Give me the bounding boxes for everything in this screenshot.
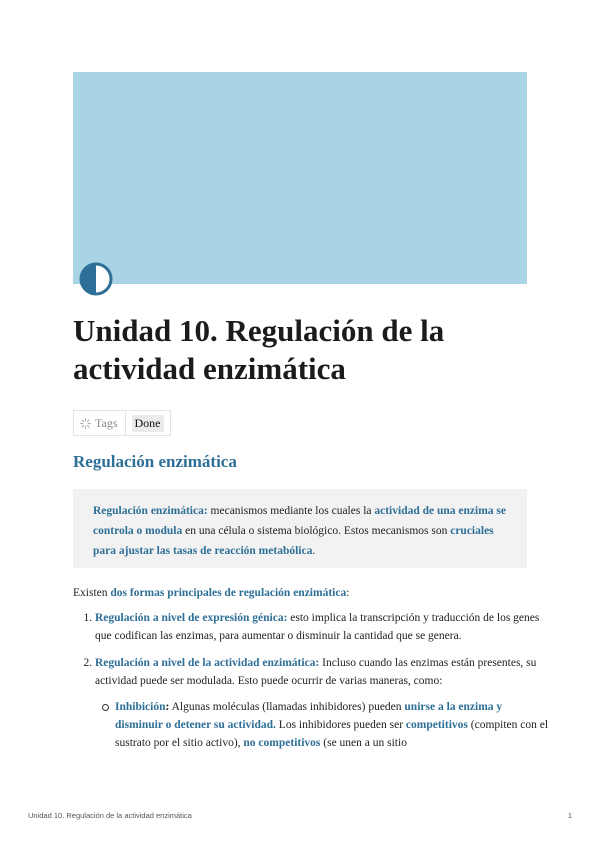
- page-footer: [28, 811, 572, 820]
- tags-value-cell[interactable]: [126, 411, 170, 435]
- loading-icon: [80, 418, 91, 429]
- tags-label: Tags: [95, 415, 118, 430]
- intro-paragraph: Existen dos formas principales de regulación enzimática:: [73, 587, 350, 599]
- bulleted-sublist: [95, 698, 549, 752]
- page-number: 1: [567, 811, 572, 820]
- numbered-list: [73, 609, 549, 761]
- page-title: Unidad 10. Regulación de la actividad enzimática: [73, 313, 445, 386]
- tags-key: [74, 411, 126, 435]
- page-cover: [73, 72, 527, 284]
- tags-property[interactable]: [73, 410, 171, 436]
- list-item: 1. Regulación a nivel de expresión génica: esto implica la transcripción y traducción de los genes que codifican las enzimas, para aumentar o disminuir la cantidad que se genera.: [95, 609, 549, 645]
- section-heading: Regulación enzimática: [73, 452, 237, 471]
- callout-term: Regulación enzimática:: [93, 505, 208, 517]
- list-item: Inhibición: Algunas moléculas (llamadas inhibidores) pueden unirse a la enzima y disminuir o detener su actividad. Los inhibidores pueden ser competitivos (compiten con el sustrato por el sitio activo), no competitivos (se unen a un sitio: [115, 698, 549, 752]
- tag-chip: Done: [132, 415, 164, 432]
- footer-title: Unidad 10. Regulación de la actividad enzimática: [28, 811, 192, 820]
- half-circle-icon: [79, 262, 113, 296]
- callout-block: Regulación enzimática: mecanismos mediante los cuales la actividad de una enzima se controla o modula en una célula o sistema biológico. Estos mecanismos son cruciales para ajustar las tasas de reacción metabólica.: [73, 489, 527, 568]
- list-item: 2. Regulación a nivel de la actividad enzimática: Incluso cuando las enzimas están presentes, su actividad puede ser modulada. Esto puede ocurrir de varias maneras, como: Inhibición: Algunas moléculas (llamadas inhibidores) pueden unirse a la enzima y disminuir o detener su actividad. Los inhibidores pueden ser competitivos (compiten con el sustrato por el sitio activo), no competitivos (se unen a un sitio: [95, 654, 549, 752]
